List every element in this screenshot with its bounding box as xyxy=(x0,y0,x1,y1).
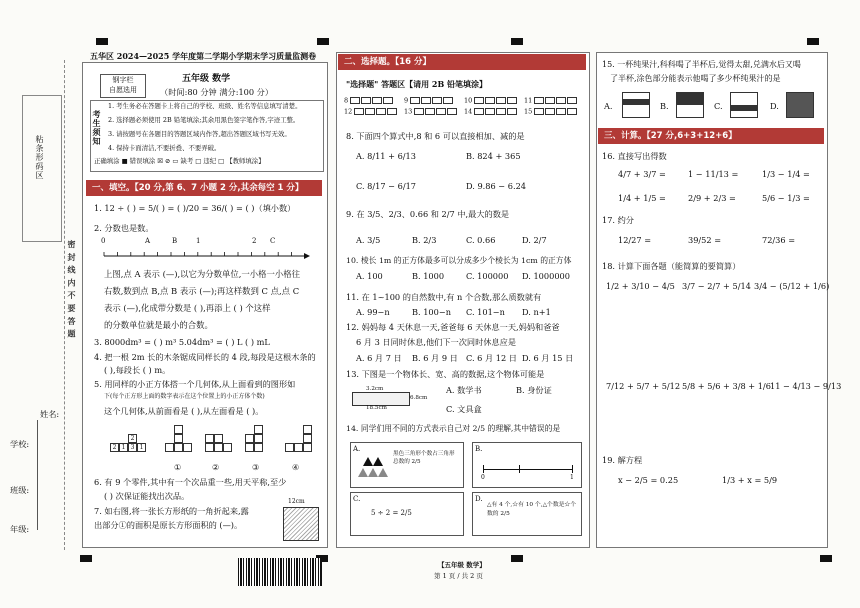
q14-option-d[interactable]: D. △有 4 个,☆有 10 个,△个数是☆个数的 2/5 xyxy=(472,492,582,536)
view-option-3: ③ xyxy=(252,462,260,472)
question-5: 5. 用同样的小正方体搭一个几何体,从上面看到的图形如 xyxy=(94,379,296,389)
bubble-row-11: 11 xyxy=(524,97,578,105)
seal-line xyxy=(64,60,66,550)
question-14: 14. 同学们用不同的方式表示自己对 2/5 的理解,其中错误的是 xyxy=(346,424,561,433)
q14-b-tick-0: 0 xyxy=(481,474,485,481)
view-option-1-shape xyxy=(165,425,195,461)
question-2: 2. 分数也是数。 xyxy=(94,223,154,233)
alignment-mark xyxy=(511,555,523,562)
question-1: 1. 12 ÷ ( ) = 5/( ) = ( )/20 = 36/( ) = ( )（填小数） xyxy=(94,203,296,213)
section-1-header: 一、填空。【20 分,第 6、7 小题 2 分,其余每空 1 分】 xyxy=(86,180,322,196)
footer-subject: 【五年级 数学】 xyxy=(438,561,486,569)
alignment-mark xyxy=(317,38,329,45)
q8-option-c[interactable]: C. 8/17 − 6/17 xyxy=(356,181,417,191)
name-label: 姓名: xyxy=(40,409,60,419)
notice-item: 4. 保持卡面清洁,不要折叠、不要弄破。 xyxy=(108,144,221,152)
question-7: 7. 如右图,将一张长方形纸的一角折起来,露 xyxy=(94,506,249,516)
question-4: 4. 把一根 2m 长的木条锯成同样长的 4 段,每段是这根木条的 xyxy=(94,352,316,362)
notice-item: 1. 考生务必在答题卡上将自己的学校、班级、姓名等信息填写清楚。 xyxy=(108,102,302,110)
q10-option-c[interactable]: C. 100000 xyxy=(466,271,509,281)
school-label: 学校: xyxy=(10,439,30,449)
q13-option-b[interactable]: B. 身份证 xyxy=(516,385,552,395)
notice-label: 考生须知 xyxy=(92,110,102,146)
footer-page: 第 1 页 / 共 2 页 xyxy=(434,572,483,580)
view-option-4-shape xyxy=(285,425,315,461)
bubble-row-13: 13 xyxy=(404,108,458,116)
numline-label-c: C xyxy=(270,237,276,245)
bubble-row-8: 8 xyxy=(344,97,394,105)
folded-paper-figure xyxy=(283,507,319,541)
object-length: 18.5cm xyxy=(366,405,387,411)
q18-item-6: 11 − 4/13 − 9/13 xyxy=(770,381,842,391)
q18-item-4: 7/12 + 5/7 + 5/12 xyxy=(606,381,681,391)
top-view-grid: 2 1 2 3 1 xyxy=(110,425,150,465)
q17-item-1: 12/27 = xyxy=(618,235,652,245)
question-9: 9. 在 3/5、2/3、0.66 和 2/7 中,最大的数是 xyxy=(346,209,510,219)
question-15: 15. 一杯纯果汁,科科喝了半杯后,觉得太甜,兑满水后又喝 xyxy=(602,60,801,69)
q14-a-text: 黑色三角形个数占三角形总数的 2/5 xyxy=(393,451,455,465)
paste-area-label: 粘条形码区 xyxy=(35,135,44,180)
q15-option-d-cup[interactable] xyxy=(786,92,814,118)
q10-option-b[interactable]: B. 1000 xyxy=(412,271,445,281)
q15-option-c-label[interactable]: C. xyxy=(714,101,723,111)
q8-option-d[interactable]: D. 9.86 − 6.24 xyxy=(466,181,527,191)
fill-legend: 正确填涂 ■ 错误填涂 ☒ ⊘ ▭ 缺考 □ 违纪 □ 【教师填涂】 xyxy=(94,157,265,165)
q18-item-2: 3/7 − 2/7 + 5/14 xyxy=(682,281,751,291)
question-5-note: 下(每个正方形上面的数字表示在这个位置上的小正方体个数) xyxy=(104,393,265,400)
q11-option-b[interactable]: B. 100−n xyxy=(412,307,451,317)
q12-option-a[interactable]: A. 6 月 7 日 xyxy=(356,353,402,363)
q11-option-d[interactable]: D. n+1 xyxy=(522,307,551,317)
bubble-row-10: 10 xyxy=(464,97,518,105)
q15-option-c-cup[interactable] xyxy=(730,92,758,118)
q11-option-c[interactable]: C. 101−n xyxy=(466,307,505,317)
exam-title: 五华区 2024—2025 学年度第二学期小学期末学习质量监测卷 xyxy=(90,51,317,61)
q18-item-5: 5/8 + 5/6 + 3/8 + 1/6 xyxy=(682,381,771,391)
q14-option-c[interactable]: C. 5 ÷ 2 = 2/5 xyxy=(350,492,464,536)
answer-bubbles xyxy=(342,96,582,118)
bubble-row-14: 14 xyxy=(464,108,518,116)
q15-option-a-label[interactable]: A. xyxy=(604,101,613,111)
view-option-3-shape xyxy=(245,425,275,461)
q14-option-a[interactable]: A. 黑色三角形个数占三角形总数的 2/5 xyxy=(350,442,464,488)
view-option-2-shape xyxy=(205,425,235,461)
q9-option-b[interactable]: B. 2/3 xyxy=(412,235,437,245)
q8-option-b[interactable]: B. 824 + 365 xyxy=(466,151,521,161)
q15-option-b-cup[interactable] xyxy=(676,92,704,118)
bubble-row-9: 9 xyxy=(404,97,454,105)
q14-d-text: △有 4 个,☆有 10 个,△个数是☆个数的 2/5 xyxy=(487,502,577,517)
no-answer-notice: 密 封 线 内 不 要 答 题 xyxy=(67,240,77,339)
subject-label: 五年级 数学 xyxy=(182,74,231,84)
q16-item-5: 2/9 + 2/3 = xyxy=(688,193,736,203)
question-3: 3. 8000dm³ = ( ) m³ 5.04dm³ = ( ) L ( ) mL xyxy=(94,337,270,347)
notice-item: 3. 请按题号在各题目的答题区域内作答,超出答题区域书写无效。 xyxy=(108,130,291,138)
notice-item: 2. 选择题必须使用 2B 铅笔填涂;其余用黑色签字笔作答,字迹工整。 xyxy=(108,116,300,124)
column-3 xyxy=(596,52,828,548)
q16-item-3: 1/3 − 1/4 = xyxy=(762,169,810,179)
q10-option-a[interactable]: A. 100 xyxy=(356,271,383,281)
question-16: 16. 直接写出得数 xyxy=(602,151,667,161)
name-line[interactable] xyxy=(37,420,39,530)
question-8: 8. 下面四个算式中,8 和 6 可以直接相加、减的是 xyxy=(346,131,525,141)
class-label: 班级: xyxy=(10,485,30,495)
numline-label-2: 2 xyxy=(252,237,257,245)
q12-option-d[interactable]: D. 6 月 15 日 xyxy=(522,353,574,363)
q19-item-1: x − 2/5 = 0.25 xyxy=(618,475,679,485)
q14-b-tick-1: 1 xyxy=(570,474,574,481)
view-option-1: ① xyxy=(174,462,182,472)
numline-label-0: 0 xyxy=(101,237,106,245)
q15-option-d-label[interactable]: D. xyxy=(770,101,779,111)
choice-answer-area: "选择题" 答题区【请用 2B 铅笔填涂】 xyxy=(346,79,488,89)
question-6: 6. 有 9 个零件,其中有一个次品重一些,用天平称,至少 xyxy=(94,477,287,487)
q13-option-c[interactable]: C. 文具盒 xyxy=(446,404,482,414)
section-2-header: 二、选择题。【16 分】 xyxy=(338,54,586,70)
q9-option-c[interactable]: C. 0.66 xyxy=(466,235,496,245)
object-height: 3.2cm xyxy=(366,386,384,392)
grade-label: 年级: xyxy=(10,524,30,534)
question-4-cont: ( ),每段长 ( ) m。 xyxy=(104,365,171,375)
alignment-mark xyxy=(820,555,832,562)
numline-label-1: 1 xyxy=(196,237,201,245)
question-17: 17. 约分 xyxy=(602,215,634,225)
numline-label-a: A xyxy=(145,237,151,245)
alignment-mark xyxy=(96,38,108,45)
q18-item-3: 3/4 − (5/12 + 1/6) xyxy=(754,281,830,291)
question-15-cont: 了半杯,涂色部分能表示他喝了多少杯纯果汁的是 xyxy=(610,74,781,83)
question-6-cont: ( ) 次保证能找出次品。 xyxy=(104,491,190,501)
alignment-mark xyxy=(511,38,523,45)
object-width: 6.8cm xyxy=(410,395,428,401)
q16-item-4: 1/4 + 1/5 = xyxy=(618,193,666,203)
q8-option-a[interactable]: A. 8/11 + 6/13 xyxy=(356,151,416,161)
q9-option-a[interactable]: A. 3/5 xyxy=(356,235,381,245)
q18-item-1: 1/2 + 3/10 − 4/5 xyxy=(606,281,675,291)
alignment-mark xyxy=(807,38,819,45)
question-2-line: 的分数单位就是最小的合数。 xyxy=(104,320,213,330)
q14-c-text: 5 ÷ 2 = 2/5 xyxy=(371,509,412,517)
view-option-2: ② xyxy=(212,462,220,472)
q14-option-b[interactable]: B. 0 1 xyxy=(472,442,582,488)
question-2-line: 表示 (—),化成带分数是 ( ),再添上 ( ) 个这样 xyxy=(104,303,271,313)
question-5-ask: 这个几何体,从前面看是 ( ),从左面看是 ( )。 xyxy=(104,406,264,416)
q9-option-d[interactable]: D. 2/7 xyxy=(522,235,547,245)
question-19: 19. 解方程 xyxy=(602,455,643,465)
numline-label-b: B xyxy=(172,237,178,245)
question-12: 12. 妈妈每 4 天休息一天,爸爸每 6 天休息一天,妈妈和爸爸 xyxy=(346,322,560,332)
bubble-row-12: 12 xyxy=(344,108,398,116)
q17-item-3: 72/36 = xyxy=(762,235,796,245)
question-11: 11. 在 1~100 的自然数中,有 n 个合数,那么质数就有 xyxy=(346,292,542,302)
number-line xyxy=(100,238,310,266)
question-2-line: 右数,数到点 B,点 B 表示 (—);再这样数到 C 点,点 C xyxy=(104,286,300,296)
question-18: 18. 计算下面各题（能简算的要简算） xyxy=(602,261,741,271)
paper-width-label: 12cm xyxy=(288,498,305,505)
q15-option-b-label[interactable]: B. xyxy=(660,101,669,111)
q17-item-2: 39/52 = xyxy=(688,235,722,245)
question-2-line: 上图,点 A 表示 (—),以它为分数单位,一小格一小格往 xyxy=(104,269,301,279)
q16-item-2: 1 − 11/13 = xyxy=(688,169,739,179)
q12-option-b[interactable]: B. 6 月 9 日 xyxy=(412,353,458,363)
question-10: 10. 棱长 1m 的正方体最多可以分成多少个棱长为 1cm 的正方体 xyxy=(346,256,572,265)
q11-option-a[interactable]: A. 99−n xyxy=(356,307,390,317)
question-12-cont: 6 月 3 日同时休息,他们下一次同时休息应是 xyxy=(356,337,517,347)
q19-item-2: 1/3 + x = 5/9 xyxy=(722,475,778,485)
q15-option-a-cup[interactable] xyxy=(622,92,650,118)
q16-item-6: 5/6 − 1/3 = xyxy=(762,193,810,203)
q16-item-1: 4/7 + 3/7 = xyxy=(618,169,666,179)
stamp-box: 钢字栏 自愿选用 xyxy=(100,74,146,98)
exam-time: （时间:80 分钟 满分:100 分） xyxy=(160,87,274,97)
q12-option-c[interactable]: C. 6 月 12 日 xyxy=(466,353,517,363)
view-option-4: ④ xyxy=(292,462,300,472)
q10-option-d[interactable]: D. 1000000 xyxy=(522,271,570,281)
q13-option-a[interactable]: A. 数学书 xyxy=(446,385,482,395)
section-3-header: 三、计算。【27 分,6+3+12+6】 xyxy=(598,128,824,144)
alignment-mark xyxy=(80,555,92,562)
question-7-cont: 出部分①的面积是原长方形面积的 (—)。 xyxy=(94,520,243,530)
question-13: 13. 下图是一个物体长、宽、高的数据,这个物体可能是 xyxy=(346,369,545,379)
object-box-figure xyxy=(352,392,410,406)
bubble-row-15: 15 xyxy=(524,108,578,116)
barcode xyxy=(238,558,322,586)
